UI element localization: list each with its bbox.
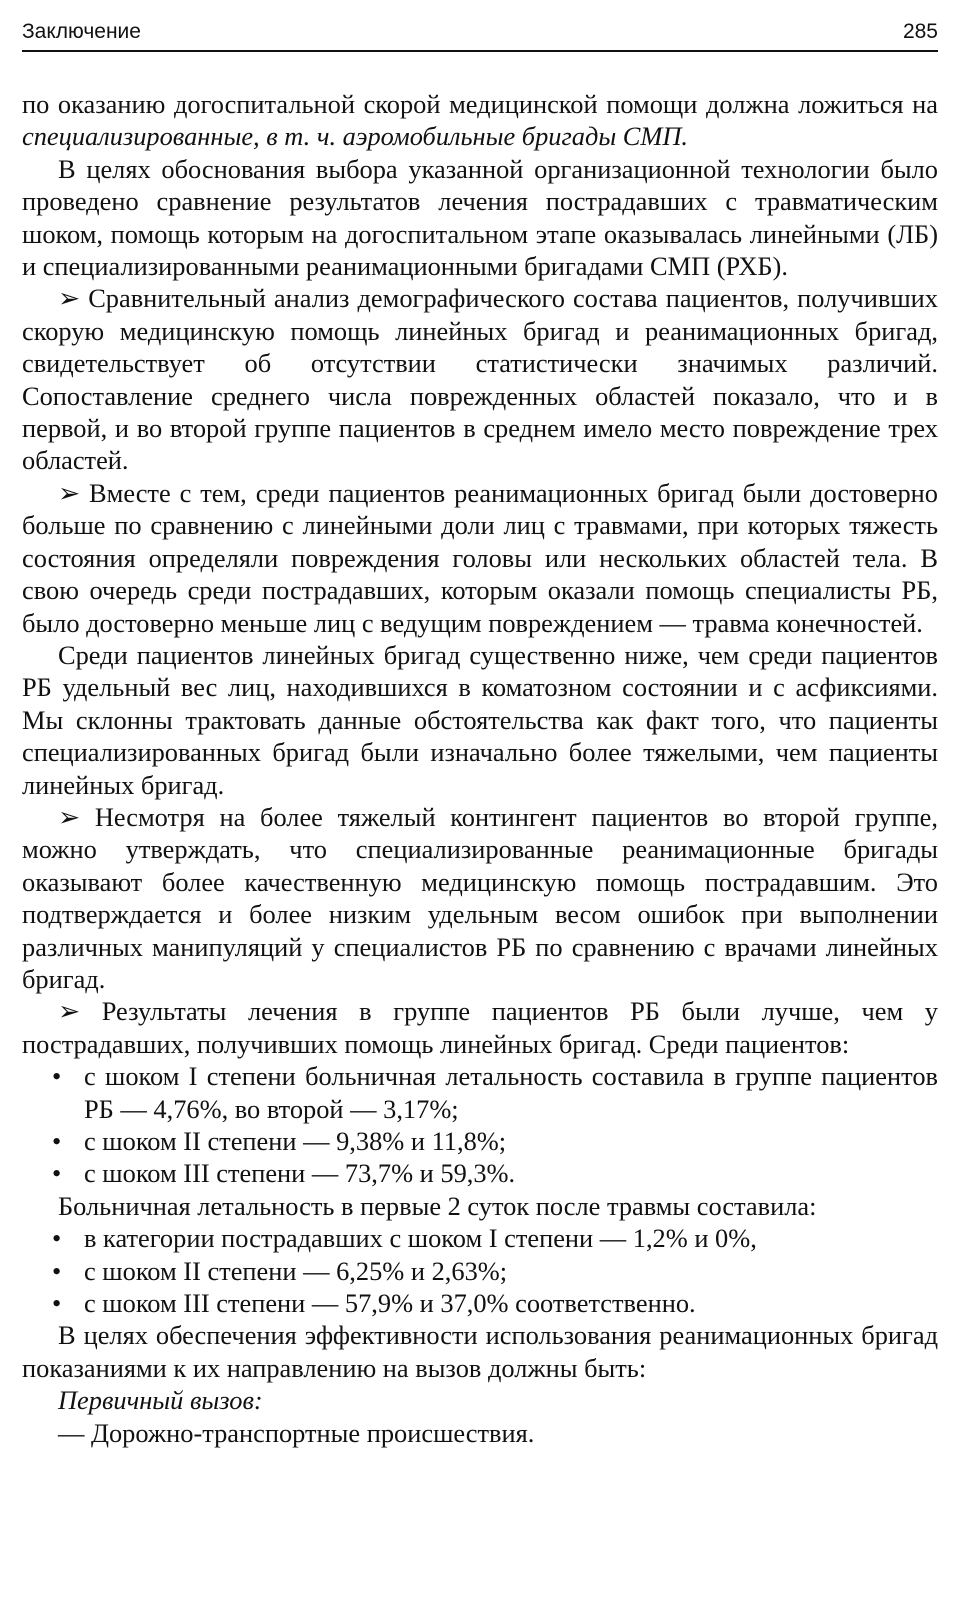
paragraph-1-text: по оказанию догоспитальной скорой медицинской помощи должна ложиться на [22,89,938,119]
paragraph-4: ➢ Вместе с тем, среди пациентов реанимационных бригад были достоверно больше по сравнению с линейными доли лиц с травмами, при которых тяжесть состояния определяли повреждения головы или нескольких областей тела. В свою очередь среди пострадавших, которым оказали помощь специалисты РБ, было достоверно меньше лиц с ведущим повреждением — травма конечностей. [22,477,938,638]
list-item: • с шоком III степени — 73,7% и 59,3%. [22,1157,938,1189]
chapter-title: Заключение [22,20,141,43]
paragraph-7: ➢ Результаты лечения в группе пациентов РБ были лучше, чем у пострадавших, получивших помощь линейных бригад. Среди пациентов: [22,996,938,1059]
early-mortality-list [22,1222,938,1319]
list-item: • в категории пострадавших с шоком I степени — 1,2% и 0%, [22,1222,938,1254]
list-item: • с шоком II степени — 6,25% и 2,63%; [22,1255,938,1287]
page-number: 285 [902,20,938,43]
mortality-list [22,1060,938,1190]
paragraph-9: В целях обеспечения эффективности использования реанимационных бригад показаниями к их направлению на вызов должны быть: [22,1320,938,1383]
paragraph-6: ➢ Несмотря на более тяжелый контингент пациентов во второй группе, можно утверждать, что специализированные реанимационные бригады оказывают более качественную медицинскую помощь пострадавшим. Это подтверждается и более низким удельным весом ошибок при выполнении различных манипуляций у специалистов РБ по сравнению с врачами линейных бригад. [22,801,938,994]
paragraph-5: Среди пациентов линейных бригад существенно ниже, чем среди пациентов РБ удельный вес лиц, находившихся в коматозном состоянии и с асфиксиями. Мы склонны трактовать данные обстоятельства как факт того, что пациенты специализированных бригад были изначально более тяжелыми, чем пациенты линейных бригад. [22,639,938,800]
paragraph-8: Больничная летальность в первые 2 суток после травмы составила: [58,1190,817,1221]
list-item: • с шоком III степени — 57,9% и 37,0% соответственно. [22,1287,938,1319]
body-text [22,88,938,1449]
paragraph-2: В целях обоснования выбора указанной организационной технологии было проведено сравнение результатов лечения пострадавших с травматическим шоком, помощь которым на догоспитальном этапе оказывалась линейными (ЛБ) и специализированными реанимационными бригадами СМП (РХБ). [22,153,938,282]
list-item: • с шоком I степени больничная летальность составила в группе пациентов РБ — 4,76%, во второй — 3,17%; [22,1060,938,1125]
paragraph-1-italic: специализированные, в т. ч. аэромобильные бригады СМП. [22,121,689,152]
paragraph-1 [22,88,938,153]
primary-call-heading: Первичный вызов: [58,1385,263,1416]
paragraph-3: ➢ Сравнительный анализ демографического состава пациентов, получивших скорую медицинскую помощь линейных бригад и реанимационных бригад, свидетельствует об отсутствии статистически значимых различий. Сопоставление среднего числа поврежденных областей показало, что и в первой, и во второй группе пациентов в среднем имело место повреждение трех областей. [22,283,938,476]
running-header [22,18,938,52]
paragraph-11: — Дорожно-транспортные происшествия. [58,1417,535,1448]
list-item: • с шоком II степени — 9,38% и 11,8%; [22,1125,938,1157]
